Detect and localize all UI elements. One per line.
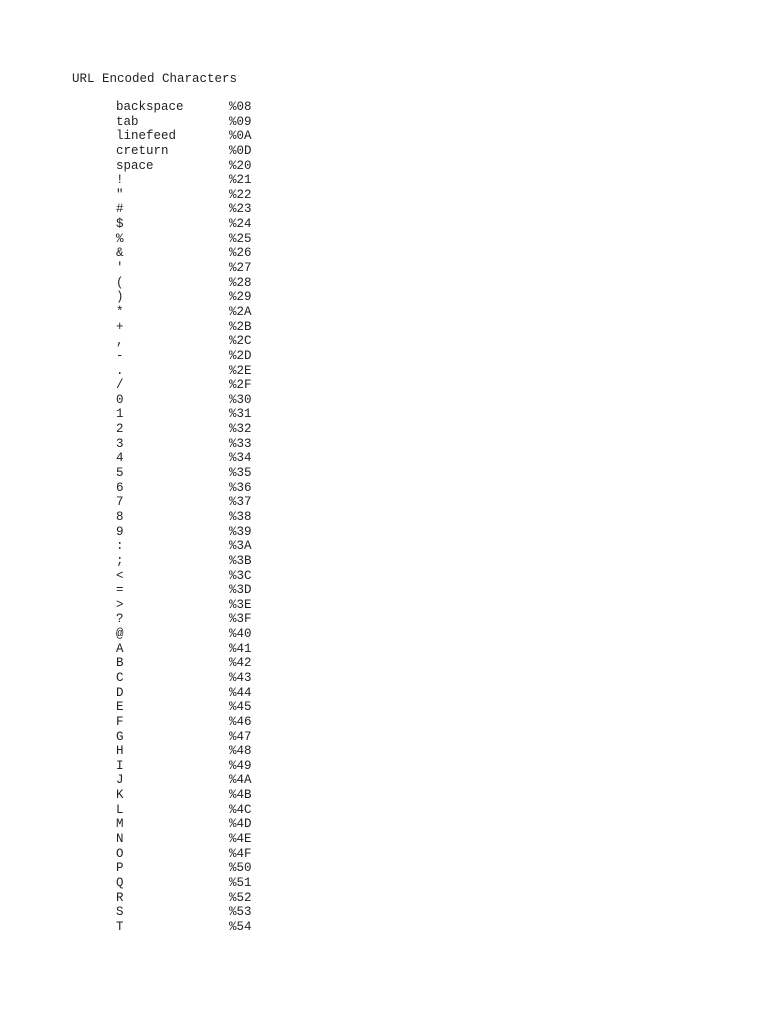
table-row (116, 539, 252, 554)
character-cell: ; (116, 553, 124, 568)
table-row (116, 437, 252, 452)
table-row (116, 290, 252, 305)
encoded-value-cell: %37 (229, 495, 252, 510)
table-row (116, 261, 252, 276)
encoded-value-cell: %49 (229, 758, 252, 773)
encoded-value-cell: %27 (229, 261, 252, 276)
encoded-value-cell: %41 (229, 641, 252, 656)
character-cell: + (116, 319, 124, 334)
encoded-value-cell: %3F (229, 612, 252, 627)
encoded-value-cell: %30 (229, 392, 252, 407)
character-cell: 4 (116, 451, 124, 466)
encoded-value-cell: %2F (229, 378, 252, 393)
encoded-value-cell: %2B (229, 319, 252, 334)
encoded-value-cell: %40 (229, 627, 252, 642)
table-row (116, 495, 252, 510)
character-cell: N (116, 832, 124, 847)
encoded-value-cell: %24 (229, 217, 252, 232)
character-cell: M (116, 817, 124, 832)
encoded-value-cell: %4E (229, 832, 252, 847)
table-row (116, 393, 252, 408)
character-cell: E (116, 700, 124, 715)
encoded-value-cell: %3D (229, 583, 252, 598)
table-row (116, 847, 252, 862)
table-row (116, 246, 252, 261)
encoded-value-cell: %48 (229, 744, 252, 759)
table-row (116, 554, 252, 569)
encoded-value-cell: %47 (229, 729, 252, 744)
encoded-value-cell: %3C (229, 568, 252, 583)
character-cell: Q (116, 875, 124, 890)
table-row (116, 832, 252, 847)
table-row (116, 598, 252, 613)
encoded-value-cell: %25 (229, 231, 252, 246)
character-cell: % (116, 231, 124, 246)
character-cell: . (116, 363, 124, 378)
table-row (116, 642, 252, 657)
table-row (116, 671, 252, 686)
encoded-value-cell: %38 (229, 509, 252, 524)
character-cell: O (116, 846, 124, 861)
table-row (116, 876, 252, 891)
character-cell: H (116, 744, 124, 759)
encoded-value-cell: %2A (229, 304, 252, 319)
url-encoding-table (116, 100, 252, 935)
character-cell: D (116, 685, 124, 700)
encoded-value-cell: %23 (229, 202, 252, 217)
table-row (116, 407, 252, 422)
character-cell: B (116, 656, 124, 671)
table-row (116, 583, 252, 598)
encoded-value-cell: %4F (229, 846, 252, 861)
character-cell: creturn (116, 143, 169, 158)
encoded-value-cell: %0D (229, 143, 252, 158)
table-row (116, 715, 252, 730)
table-row (116, 803, 252, 818)
encoded-value-cell: %3A (229, 539, 252, 554)
table-row (116, 276, 252, 291)
character-cell: 5 (116, 466, 124, 481)
table-row (116, 569, 252, 584)
character-cell: ' (116, 261, 124, 276)
table-row (116, 861, 252, 876)
table-row (116, 378, 252, 393)
character-cell: 7 (116, 495, 124, 510)
character-cell: # (116, 202, 124, 217)
encoded-value-cell: %52 (229, 890, 252, 905)
encoded-value-cell: %08 (229, 100, 252, 114)
table-row (116, 451, 252, 466)
character-cell: , (116, 334, 124, 349)
encoded-value-cell: %2C (229, 334, 252, 349)
encoded-value-cell: %4D (229, 817, 252, 832)
encoded-value-cell: %4A (229, 773, 252, 788)
character-cell: A (116, 641, 124, 656)
table-row (116, 686, 252, 701)
encoded-value-cell: %32 (229, 422, 252, 437)
character-cell: ( (116, 275, 124, 290)
table-row (116, 422, 252, 437)
character-cell: / (116, 378, 124, 393)
character-cell: 9 (116, 524, 124, 539)
table-row (116, 700, 252, 715)
table-row (116, 320, 252, 335)
table-row (116, 232, 252, 247)
character-cell: @ (116, 627, 124, 642)
table-row (116, 788, 252, 803)
table-row (116, 817, 252, 832)
encoded-value-cell: %26 (229, 246, 252, 261)
character-cell: 6 (116, 480, 124, 495)
encoded-value-cell: %3E (229, 597, 252, 612)
encoded-value-cell: %2E (229, 363, 252, 378)
table-row (116, 525, 252, 540)
encoded-value-cell: %34 (229, 451, 252, 466)
character-cell: J (116, 773, 124, 788)
character-cell: 3 (116, 436, 124, 451)
encoded-value-cell: %45 (229, 700, 252, 715)
character-cell: linefeed (116, 129, 177, 144)
encoded-value-cell: %28 (229, 275, 252, 290)
character-cell: R (116, 890, 124, 905)
encoded-value-cell: %33 (229, 436, 252, 451)
character-cell: F (116, 714, 124, 729)
table-row (116, 188, 252, 203)
character-cell: ! (116, 173, 124, 188)
table-row (116, 305, 252, 320)
character-cell: " (116, 187, 124, 202)
character-cell: backspace (116, 100, 184, 114)
encoded-value-cell: %4C (229, 802, 252, 817)
encoded-value-cell: %2D (229, 348, 252, 363)
character-cell: ? (116, 612, 124, 627)
encoded-value-cell: %0A (229, 129, 252, 144)
character-cell: 0 (116, 392, 124, 407)
character-cell: G (116, 729, 124, 744)
encoded-value-cell: %35 (229, 466, 252, 481)
character-cell: * (116, 304, 124, 319)
character-cell: & (116, 246, 124, 261)
encoded-value-cell: %54 (229, 919, 252, 934)
table-row (116, 173, 252, 188)
table-row (116, 129, 252, 144)
table-row (116, 773, 252, 788)
table-row (116, 217, 252, 232)
character-cell: : (116, 539, 124, 554)
character-cell: $ (116, 217, 124, 232)
encoded-value-cell: %44 (229, 685, 252, 700)
encoded-value-cell: %29 (229, 290, 252, 305)
table-row (116, 627, 252, 642)
character-cell: I (116, 758, 124, 773)
table-row (116, 364, 252, 379)
table-row (116, 612, 252, 627)
character-cell: L (116, 802, 124, 817)
table-row (116, 144, 252, 159)
character-cell: = (116, 583, 124, 598)
table-row (116, 349, 252, 364)
encoded-value-cell: %4B (229, 788, 252, 803)
table-row (116, 115, 252, 130)
table-row (116, 920, 252, 935)
encoded-value-cell: %31 (229, 407, 252, 422)
encoded-value-cell: %3B (229, 553, 252, 568)
encoded-value-cell: %20 (229, 158, 252, 173)
encoded-value-cell: %22 (229, 187, 252, 202)
character-cell: tab (116, 114, 139, 129)
table-row (116, 744, 252, 759)
encoded-value-cell: %39 (229, 524, 252, 539)
table-row (116, 466, 252, 481)
table-row (116, 202, 252, 217)
character-cell: K (116, 788, 124, 803)
table-row (116, 100, 252, 115)
encoded-value-cell: %50 (229, 861, 252, 876)
encoded-value-cell: %51 (229, 875, 252, 890)
character-cell: 2 (116, 422, 124, 437)
table-row (116, 905, 252, 920)
encoded-value-cell: %36 (229, 480, 252, 495)
character-cell: < (116, 568, 124, 583)
encoded-value-cell: %42 (229, 656, 252, 671)
character-cell: S (116, 905, 124, 920)
table-row (116, 159, 252, 174)
table-row (116, 481, 252, 496)
table-row (116, 730, 252, 745)
character-cell: 8 (116, 509, 124, 524)
character-cell: 1 (116, 407, 124, 422)
character-cell: P (116, 861, 124, 876)
table-row (116, 334, 252, 349)
table-row (116, 759, 252, 774)
character-cell: > (116, 597, 124, 612)
character-cell: - (116, 348, 124, 363)
character-cell: C (116, 670, 124, 685)
table-row (116, 510, 252, 525)
encoded-value-cell: %43 (229, 670, 252, 685)
page-title: URL Encoded Characters (72, 72, 238, 86)
encoded-value-cell: %21 (229, 173, 252, 188)
encoded-value-cell: %46 (229, 714, 252, 729)
encoded-value-cell: %09 (229, 114, 252, 129)
table-row (116, 891, 252, 906)
table-row (116, 656, 252, 671)
encoded-value-cell: %53 (229, 905, 252, 920)
character-cell: T (116, 919, 124, 934)
character-cell: ) (116, 290, 124, 305)
character-cell: space (116, 158, 154, 173)
